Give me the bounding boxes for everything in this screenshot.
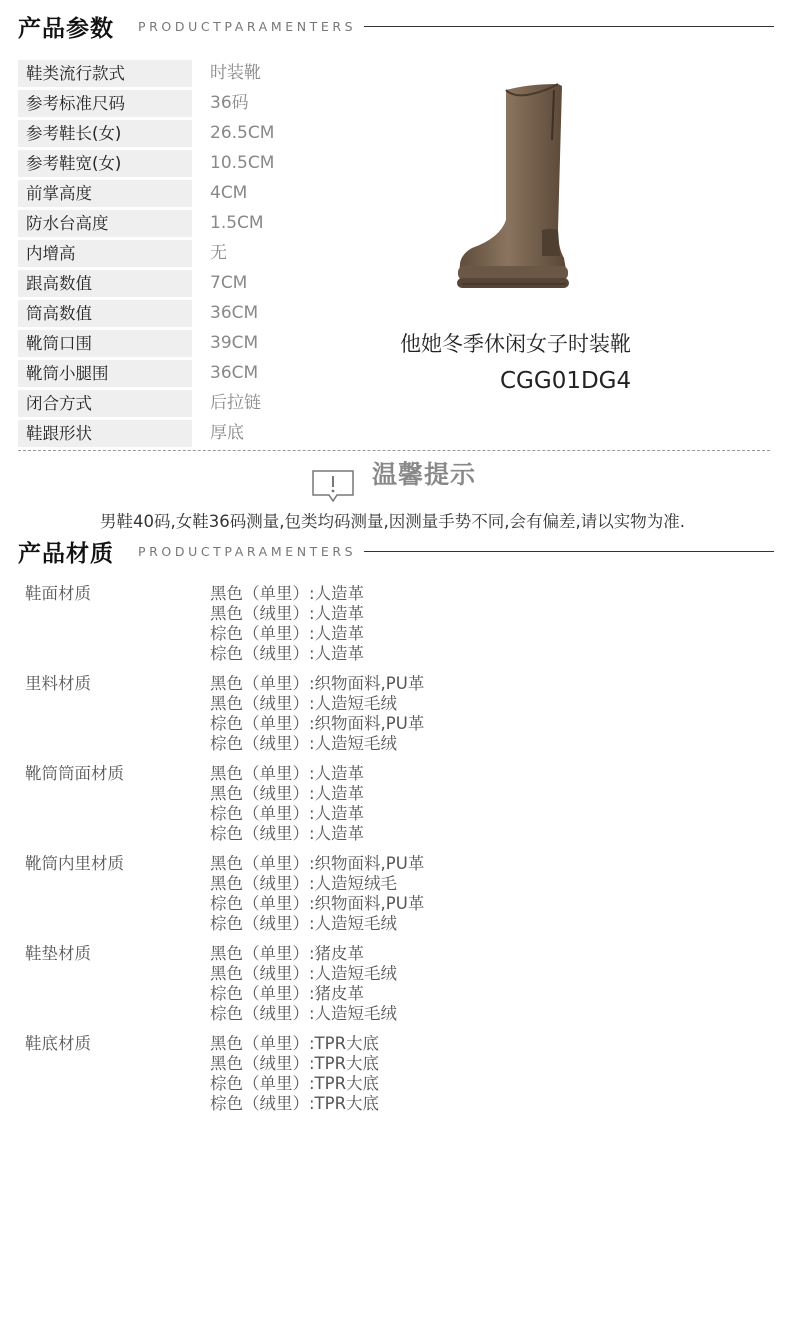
material-group bbox=[25, 674, 725, 764]
material-line: 棕色（单里）:人造革 bbox=[210, 624, 365, 643]
material-label: 鞋面材质 bbox=[25, 584, 91, 603]
param-value: 26.5CM bbox=[210, 123, 275, 143]
material-line: 棕色（单里）:人造革 bbox=[210, 804, 365, 823]
material-line: 棕色（单里）:织物面料,PU革 bbox=[210, 714, 425, 733]
dashed-divider bbox=[18, 450, 770, 451]
material-group bbox=[25, 764, 725, 854]
param-value: 7CM bbox=[210, 273, 248, 293]
material-group bbox=[25, 1034, 725, 1124]
param-row bbox=[18, 120, 318, 150]
material-label: 靴筒内里材质 bbox=[25, 854, 124, 873]
param-label: 闭合方式 bbox=[18, 390, 192, 417]
material-line: 黑色（单里）:人造革 bbox=[210, 764, 365, 783]
material-line: 黑色（绒里）:人造短毛绒 bbox=[210, 694, 398, 713]
param-row bbox=[18, 210, 318, 240]
param-row bbox=[18, 60, 318, 90]
params-section-subtitle: PRODUCTPARAMENTERS bbox=[138, 18, 357, 34]
header-divider bbox=[364, 26, 774, 27]
material-lines bbox=[210, 584, 364, 674]
param-value: 时装靴 bbox=[210, 63, 261, 83]
param-value: 1.5CM bbox=[210, 213, 264, 233]
param-row bbox=[18, 330, 318, 360]
material-line: 棕色（绒里）:人造短毛绒 bbox=[210, 914, 398, 933]
param-label: 鞋类流行款式 bbox=[18, 60, 192, 87]
param-value: 39CM bbox=[210, 333, 259, 353]
material-line: 棕色（单里）:TPR大底 bbox=[210, 1074, 380, 1093]
param-row bbox=[18, 270, 318, 300]
material-line: 棕色（绒里）:人造革 bbox=[210, 644, 365, 663]
param-value: 36CM bbox=[210, 303, 259, 323]
param-label: 防水台高度 bbox=[18, 210, 192, 237]
material-lines bbox=[210, 1034, 379, 1124]
param-value: 后拉链 bbox=[210, 393, 261, 413]
material-group bbox=[25, 854, 725, 944]
param-value: 4CM bbox=[210, 183, 248, 203]
param-row bbox=[18, 300, 318, 330]
param-row bbox=[18, 390, 318, 420]
material-line: 黑色（绒里）:人造短毛绒 bbox=[210, 964, 398, 983]
material-label: 鞋垫材质 bbox=[25, 944, 91, 963]
params-section-title: 产品参数 bbox=[18, 15, 114, 42]
param-label: 跟高数值 bbox=[18, 270, 192, 297]
param-label: 参考鞋宽(女) bbox=[18, 150, 192, 177]
material-line: 黑色（单里）:织物面料,PU革 bbox=[210, 854, 425, 873]
material-lines bbox=[210, 764, 364, 854]
material-lines bbox=[210, 674, 424, 764]
material-section-header bbox=[18, 535, 774, 567]
material-line: 黑色（单里）:织物面料,PU革 bbox=[210, 674, 425, 693]
boot-image bbox=[448, 80, 578, 302]
material-label: 鞋底材质 bbox=[25, 1034, 91, 1053]
material-line: 黑色（单里）:人造革 bbox=[210, 584, 365, 603]
tip-title: 温馨提示 bbox=[372, 460, 477, 489]
material-line: 棕色（单里）:织物面料,PU革 bbox=[210, 894, 425, 913]
material-line: 黑色（绒里）:人造短绒毛 bbox=[210, 874, 398, 893]
param-value: 厚底 bbox=[210, 423, 244, 443]
param-row bbox=[18, 150, 318, 180]
param-label: 参考标准尺码 bbox=[18, 90, 192, 117]
material-line: 黑色（绒里）:人造革 bbox=[210, 784, 365, 803]
param-row bbox=[18, 240, 318, 270]
material-line: 棕色（绒里）:人造革 bbox=[210, 824, 365, 843]
material-lines bbox=[210, 854, 424, 944]
param-label: 前掌高度 bbox=[18, 180, 192, 207]
material-label: 里料材质 bbox=[25, 674, 91, 693]
param-row bbox=[18, 90, 318, 120]
exclamation-speech-bubble-icon bbox=[310, 468, 356, 504]
param-value: 无 bbox=[210, 243, 227, 263]
param-label: 筒高数值 bbox=[18, 300, 192, 327]
material-section-title: 产品材质 bbox=[18, 540, 114, 567]
param-label: 靴筒口围 bbox=[18, 330, 192, 357]
param-value: 36码 bbox=[210, 93, 249, 113]
tip-text: 男鞋40码,女鞋36码测量,包类均码测量,因测量手势不同,会有偏差,请以实物为准. bbox=[100, 512, 685, 531]
material-line: 黑色（绒里）:人造革 bbox=[210, 604, 365, 623]
material-line: 棕色（绒里）:人造短毛绒 bbox=[210, 734, 398, 753]
param-label: 参考鞋长(女) bbox=[18, 120, 192, 147]
material-group bbox=[25, 944, 725, 1034]
material-line: 棕色（绒里）:TPR大底 bbox=[210, 1094, 380, 1113]
material-line: 黑色（单里）:TPR大底 bbox=[210, 1034, 380, 1053]
material-label: 靴筒筒面材质 bbox=[25, 764, 124, 783]
params-section-header bbox=[18, 10, 774, 42]
param-label: 内增高 bbox=[18, 240, 192, 267]
param-value: 10.5CM bbox=[210, 153, 275, 173]
product-name: 他她冬季休闲女子时装靴 bbox=[400, 332, 631, 356]
params-table bbox=[18, 60, 318, 450]
material-line: 棕色（绒里）:人造短毛绒 bbox=[210, 1004, 398, 1023]
product-code: CGG01DG4 bbox=[500, 368, 632, 394]
material-lines bbox=[210, 944, 397, 1034]
header-divider bbox=[364, 551, 774, 552]
param-label: 靴筒小腿围 bbox=[18, 360, 192, 387]
param-row bbox=[18, 180, 318, 210]
material-group bbox=[25, 584, 725, 674]
material-section-subtitle: PRODUCTPARAMENTERS bbox=[138, 543, 357, 559]
material-line: 棕色（单里）:猪皮革 bbox=[210, 984, 365, 1003]
material-line: 黑色（单里）:猪皮革 bbox=[210, 944, 365, 963]
param-value: 36CM bbox=[210, 363, 259, 383]
param-row bbox=[18, 420, 318, 450]
materials-list bbox=[25, 584, 725, 1124]
param-label: 鞋跟形状 bbox=[18, 420, 192, 447]
param-row bbox=[18, 360, 318, 390]
material-line: 黑色（绒里）:TPR大底 bbox=[210, 1054, 380, 1073]
